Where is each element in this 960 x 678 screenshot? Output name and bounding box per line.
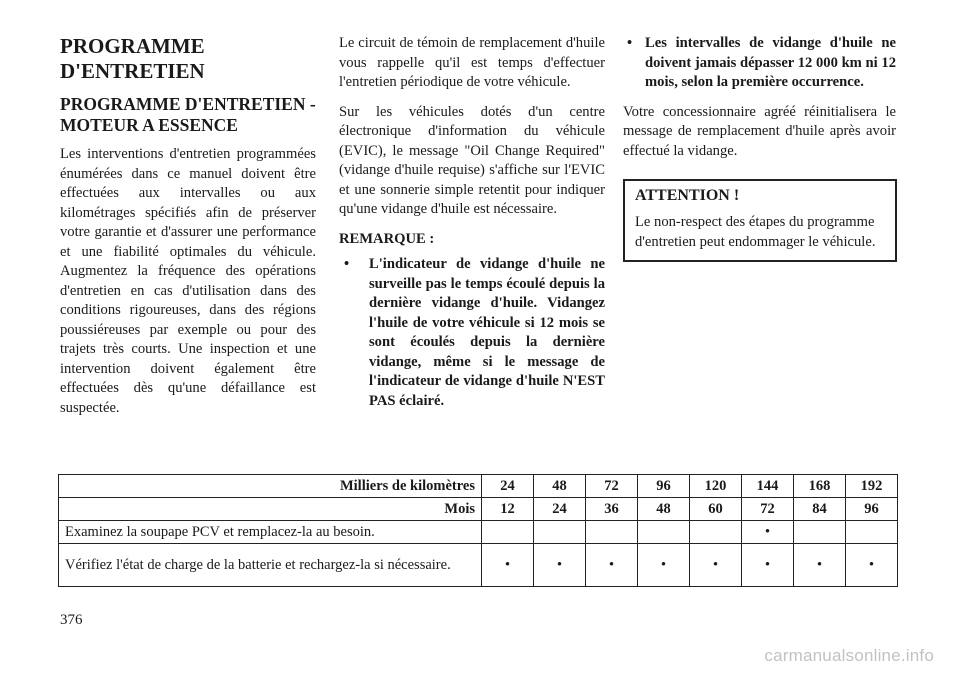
mark-cell: •	[742, 544, 794, 587]
month-cell: 24	[534, 498, 586, 521]
mark-cell: •	[534, 544, 586, 587]
table-row-km	[59, 475, 898, 498]
mark-cell: •	[638, 544, 690, 587]
column-middle	[339, 34, 605, 421]
km-cell: 120	[690, 475, 742, 498]
column-right	[623, 34, 896, 262]
month-cell: 60	[690, 498, 742, 521]
evic-paragraph: Sur les véhicules dotés d'un centre électronique d'information du véhicule (EVIC), le message "Oil Change Required" (vidange d'huile requise) s'affiche sur l'EVIC et une sonnerie simple retentit pour indiquer qu'une vidange d'huile est nécessaire.	[339, 103, 605, 217]
mark-cell: •	[846, 544, 898, 587]
page-number: 376	[60, 612, 83, 628]
month-cell: 84	[794, 498, 846, 521]
mark-cell: •	[794, 544, 846, 587]
km-cell: 72	[586, 475, 638, 498]
month-cell: 96	[846, 498, 898, 521]
note-list-continued	[623, 34, 896, 93]
month-cell: 48	[638, 498, 690, 521]
section-title: PROGRAMME D'ENTRETIEN - MOTEUR A ESSENCE	[60, 94, 316, 135]
warning-box	[623, 179, 897, 262]
km-cell: 24	[482, 475, 534, 498]
month-cell: 36	[586, 498, 638, 521]
task-cell: Examinez la soupape PCV et remplacez-la au besoin.	[59, 521, 482, 544]
note-item	[623, 34, 896, 93]
mark-cell: •	[482, 544, 534, 587]
note-heading: REMARQUE :	[339, 230, 435, 247]
km-cell: 168	[794, 475, 846, 498]
month-cell: 72	[742, 498, 794, 521]
table-row	[59, 521, 898, 544]
mark-cell: •	[690, 544, 742, 587]
task-cell: Vérifiez l'état de charge de la batterie et rechargez-la si nécessaire.	[59, 544, 482, 587]
mark-cell	[846, 521, 898, 544]
mark-cell	[534, 521, 586, 544]
mark-cell: •	[742, 521, 794, 544]
maintenance-table	[58, 474, 898, 587]
km-cell: 48	[534, 475, 586, 498]
warning-title: ATTENTION !	[635, 187, 740, 204]
mark-cell	[586, 521, 638, 544]
mark-cell	[690, 521, 742, 544]
bullet-icon: •	[344, 256, 350, 272]
bullet-icon: •	[627, 35, 633, 51]
note-text: Les intervalles de vidange d'huile ne doivent jamais dépasser 12 000 km ni 12 mois, selon la première occurrence.	[645, 35, 896, 90]
mark-cell: •	[586, 544, 638, 587]
note-list	[339, 255, 605, 411]
table-row	[59, 544, 898, 587]
intro-paragraph: Les interventions d'entretien programmées énumérées dans ce manuel doivent être effectuées aux intervalles ou aux kilométrages spécifiés afin de préserver votre garantie et d'assurer une performance et une fiabilité optimales du véhicule. Augmentez la fréquence des opérations d'entretien en cas d'utilisation dans des conditions rigoureuses, dans des régions poussiéreuses par exemple ou pour des trajets très courts. Une inspection et une intervention doivent également être effectuées dès qu'une défaillance est suspectée.	[60, 146, 316, 416]
note-text: L'indicateur de vidange d'huile ne surveille pas le temps écoulé depuis la dernière vidange d'huile. Vidangez l'huile de votre véhicule si 12 mois se sont écoulés depuis la dernière vidange, même si le message de l'indicateur de vidange d'huile N'EST PAS éclairé.	[369, 256, 605, 409]
watermark: carmanualsonline.info	[764, 646, 934, 665]
note-item	[339, 255, 605, 411]
months-header: Mois	[59, 498, 482, 521]
dealer-reset-paragraph: Votre concessionnaire agréé réinitialisera le message de remplacement d'huile après avoir effectué la vidange.	[623, 103, 896, 159]
oil-indicator-paragraph: Le circuit de témoin de remplacement d'huile vous rappelle qu'il est temps d'effectuer l'entretien périodique de votre véhicule.	[339, 35, 605, 90]
km-cell: 96	[638, 475, 690, 498]
page-title: PROGRAMME D'ENTRETIEN	[60, 34, 205, 83]
mark-cell	[638, 521, 690, 544]
table-row-months	[59, 498, 898, 521]
warning-text: Le non-respect des étapes du programme d'entretien peut endommager le véhicule.	[635, 214, 876, 250]
km-cell: 144	[742, 475, 794, 498]
mark-cell	[794, 521, 846, 544]
mark-cell	[482, 521, 534, 544]
column-left	[60, 34, 316, 428]
km-header: Milliers de kilomètres	[59, 475, 482, 498]
km-cell: 192	[846, 475, 898, 498]
month-cell: 12	[482, 498, 534, 521]
